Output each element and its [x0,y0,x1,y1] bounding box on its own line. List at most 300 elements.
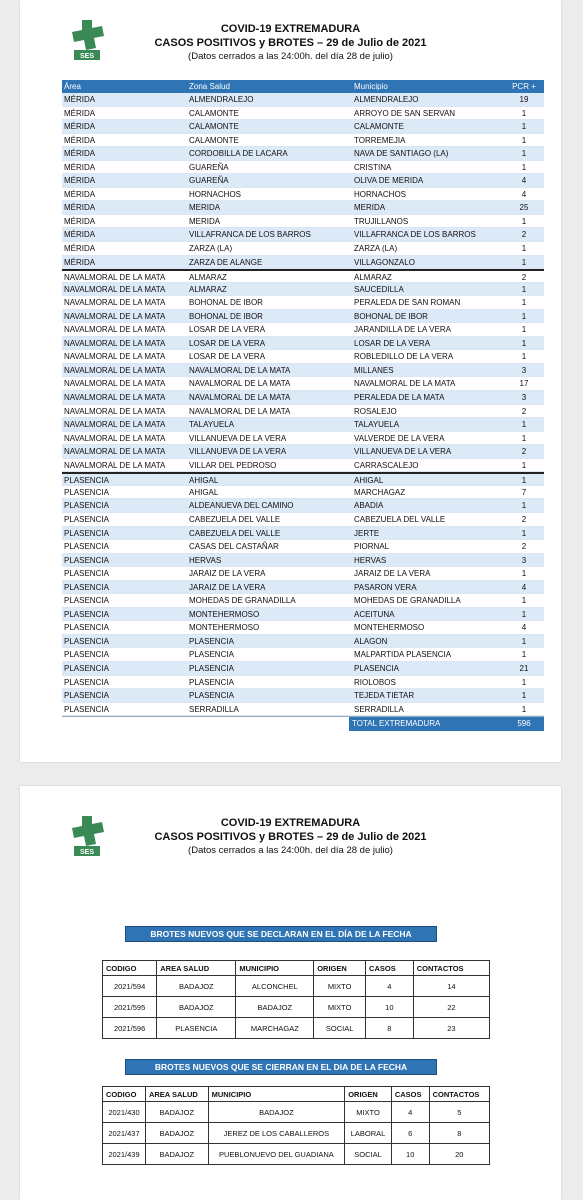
cell-zona-salud: CORDOBILLA DE LACARA [189,149,288,159]
cell-area: NAVALMORAL DE LA MATA [64,420,166,430]
cell-pcr: 1 [521,162,527,172]
table-row [62,418,544,432]
cell-zona-salud: MOHEDAS DE GRANADILLA [189,596,296,606]
cell-pcr: 3 [521,365,527,375]
cell-pcr: 2 [521,273,527,283]
cell-municipio: VILLAFRANCA DE LOS BARROS [354,230,476,240]
col-header-pcr: PCR + [512,82,536,91]
cell-area: PLASENCIA [64,609,109,619]
cell-area: PLASENCIA [64,663,109,673]
table-row [62,215,544,229]
total-row [62,716,544,731]
cell-pcr: 1 [521,460,527,470]
cell-municipio: LOSAR DE LA VERA [354,338,431,348]
cell-pcr: 1 [521,311,527,321]
cell-area: PLASENCIA [64,569,109,579]
cell-municipio: ZARZA (LA) [354,244,398,254]
cell-area: MÉRIDA [64,257,96,267]
cell-zona-salud: VILLANUEVA DE LA VERA [189,433,287,443]
brotes-cerrados-body [103,1102,490,1165]
col-codigo: CODIGO [103,961,157,976]
table-row [103,1123,490,1144]
table-row [62,676,544,690]
cell-zona-salud: LOSAR DE LA VERA [189,352,266,362]
cell-origen: SOCIAL [345,1144,392,1165]
cell-zona-salud: LOSAR DE LA VERA [189,338,266,348]
cell-zona-salud: ALMENDRALEJO [189,95,254,104]
cell-zona-salud: JARAIZ DE LA VERA [189,569,266,579]
table-row [62,147,544,161]
cell-origen: SOCIAL [314,1018,366,1039]
table-row [62,174,544,188]
cell-municipio: HORNACHOS [354,189,407,199]
cell-area: MÉRIDA [64,108,96,118]
cell-municipio: ALMARAZ [354,273,392,282]
cell-area: PLASENCIA [64,528,109,538]
cell-area: PLASENCIA [64,514,109,524]
table-row [62,689,544,703]
cell-municipio: JARAIZ DE LA VERA [354,569,431,579]
page-header [20,22,561,64]
cell-municipio: TORREMEJIA [354,135,406,145]
cell-origen: LABORAL [345,1123,392,1144]
cell-pcr: 1 [521,677,527,687]
table-row [62,364,544,378]
col-contactos: CONTACTOS [429,1087,489,1102]
cell-pcr: 7 [521,487,527,497]
total-value: 596 [504,717,544,731]
cell-zona-salud: ZARZA (LA) [189,244,233,254]
cell-zona-salud: NAVALMORAL DE LA MATA [189,379,291,389]
cell-area: PLASENCIA [64,487,109,497]
table-row [103,1018,490,1039]
table-row [62,161,544,175]
cell-zona-salud: ALMARAZ [189,273,227,282]
cell-municipio: MONTEHERMOSO [354,623,425,633]
cell-zona-salud: PLASENCIA [189,663,234,673]
cell-casos: 10 [391,1144,429,1165]
cell-casos: 6 [391,1123,429,1144]
col-header-area: Área [64,82,81,91]
cell-municipio: JERTE [354,528,380,538]
cell-area: MÉRIDA [64,95,96,104]
cell-area-salud: BADAJOZ [157,976,236,997]
cell-pcr: 2 [521,542,527,552]
cell-pcr: 25 [519,203,529,213]
cell-pcr: 1 [521,216,527,226]
cell-municipio: PIORNAL [354,542,390,552]
cell-area-salud: BADAJOZ [145,1123,208,1144]
cell-contactos: 14 [413,976,489,997]
table-row [62,554,544,568]
table-row [62,201,544,215]
cell-municipio: MILLANES [354,365,394,375]
cell-municipio: PERALEDA DE SAN ROMAN [354,298,461,308]
cell-area: NAVALMORAL DE LA MATA [64,298,166,308]
cell-municipio: ACEITUNA [354,609,395,619]
cell-area: NAVALMORAL DE LA MATA [64,365,166,375]
cell-zona-salud: JARAIZ DE LA VERA [189,582,266,592]
cell-zona-salud: BOHONAL DE IBOR [189,298,263,308]
cell-area: NAVALMORAL DE LA MATA [64,284,166,294]
cell-municipio: HERVAS [354,555,387,565]
table-row [103,997,490,1018]
table-row [62,337,544,351]
table-row [103,976,490,997]
cell-municipio: ALCONCHEL [236,976,314,997]
cell-zona-salud: NAVALMORAL DE LA MATA [189,406,291,416]
cell-pcr: 1 [521,528,527,538]
cell-pcr: 1 [521,420,527,430]
cell-area: MÉRIDA [64,135,96,145]
cell-pcr: 2 [521,406,527,416]
cell-municipio: PASARON VERA [354,582,417,592]
table-row [62,242,544,256]
cell-area: NAVALMORAL DE LA MATA [64,352,166,362]
cell-zona-salud: SERRADILLA [189,704,239,714]
col-casos: CASOS [366,961,414,976]
cell-pcr: 1 [521,149,527,159]
cell-pcr: 1 [521,691,527,701]
table-row [62,621,544,635]
cell-zona-salud: ALDEANUEVA DEL CAMINO [189,501,294,511]
header-note-2: (Datos cerrados a las 24:00h. del día 28 de julio) [188,845,393,856]
cell-municipio: ALAGON [354,636,388,646]
cell-casos: 4 [366,976,414,997]
cell-contactos: 5 [429,1102,489,1123]
header-subtitle: CASOS POSITIVOS y BROTES – 29 de Julio de 2021 [154,37,427,49]
table-row [62,391,544,405]
cases-table-header [62,80,544,93]
cell-pcr: 1 [521,609,527,619]
table-row [62,635,544,649]
cell-zona-salud: AHIGAL [189,476,219,485]
cell-municipio: AHIGAL [354,476,384,485]
cell-municipio: PUEBLONUEVO DEL GUADIANA [208,1144,345,1165]
cell-origen: MIXTO [314,997,366,1018]
cell-area: MÉRIDA [64,122,96,132]
cell-pcr: 1 [521,244,527,254]
cell-zona-salud: PLASENCIA [189,636,234,646]
cases-table-body [62,93,544,716]
brotes-nuevos-header [103,961,490,976]
cell-area: NAVALMORAL DE LA MATA [64,338,166,348]
cell-municipio: NAVALMORAL DE LA MATA [354,379,456,389]
cell-zona-salud: MERIDA [189,216,221,226]
cell-municipio: ALMENDRALEJO [354,95,419,104]
cell-area: PLASENCIA [64,596,109,606]
cell-municipio: SERRADILLA [354,704,404,714]
cell-zona-salud: BOHONAL DE IBOR [189,311,263,321]
cell-area: NAVALMORAL DE LA MATA [64,273,166,282]
cell-municipio: TRUJILLANOS [354,216,409,226]
cell-municipio: CRISTINA [354,162,392,172]
cell-zona-salud: GUAREÑA [189,176,229,186]
cell-contactos: 23 [413,1018,489,1039]
cell-area: NAVALMORAL DE LA MATA [64,311,166,321]
cell-municipio: VILLAGONZALO [354,257,415,267]
brotes-cerrados-title: BROTES NUEVOS QUE SE CIERRAN EN EL DIA DE LA FECHA [125,1059,437,1075]
brotes-cerrados-header [103,1087,490,1102]
table-row [62,134,544,148]
cell-zona-salud: NAVALMORAL DE LA MATA [189,393,291,403]
cell-pcr: 1 [521,257,527,267]
cell-zona-salud: VILLANUEVA DE LA VERA [189,447,287,457]
col-contactos: CONTACTOS [413,961,489,976]
brotes-nuevos-table [102,960,490,1039]
cell-municipio: VALVERDE DE LA VERA [354,433,445,443]
col-area-salud: AREA SALUD [157,961,236,976]
table-row [62,567,544,581]
table-row [62,472,544,486]
cell-area: PLASENCIA [64,636,109,646]
table-row [62,120,544,134]
cell-zona-salud: HERVAS [189,555,222,565]
table-row [62,499,544,513]
brotes-cerrados-table [102,1086,490,1165]
cell-municipio: CALAMONTE [354,122,404,132]
cell-pcr: 21 [519,663,529,673]
cell-area: PLASENCIA [64,582,109,592]
cell-pcr: 19 [519,95,529,104]
table-row [62,323,544,337]
cell-pcr: 1 [521,704,527,714]
cell-area: PLASENCIA [64,542,109,552]
table-row [62,648,544,662]
cell-area: PLASENCIA [64,691,109,701]
col-header-municipio: Municipio [354,82,388,91]
cell-municipio: OLIVA DE MERIDA [354,176,424,186]
table-row [62,540,544,554]
cell-zona-salud: HORNACHOS [189,189,242,199]
cell-origen: MIXTO [314,976,366,997]
cell-municipio: CARRASCALEJO [354,460,419,470]
cell-municipio: NAVA DE SANTIAGO (LA) [354,149,449,159]
cell-pcr: 2 [521,514,527,524]
header-note: (Datos cerrados a las 24:00h. del día 28 de julio) [188,51,393,62]
cell-municipio: BADAJOZ [236,997,314,1018]
cell-area: NAVALMORAL DE LA MATA [64,325,166,335]
table-row [62,432,544,446]
cell-pcr: 3 [521,555,527,565]
cell-origen: MIXTO [345,1102,392,1123]
cell-pcr: 1 [521,284,527,294]
cell-codigo: 2021/594 [103,976,157,997]
cell-municipio: MARCHAGAZ [236,1018,314,1039]
cell-municipio: CABEZUELA DEL VALLE [354,514,446,524]
cell-pcr: 4 [521,189,527,199]
cell-zona-salud: CALAMONTE [189,135,239,145]
cell-pcr: 1 [521,325,527,335]
table-row [62,513,544,527]
cell-pcr: 2 [521,230,527,240]
cell-casos: 8 [366,1018,414,1039]
cell-municipio: MOHEDAS DE GRANADILLA [354,596,461,606]
cell-area-salud: BADAJOZ [157,997,236,1018]
cell-zona-salud: VILLAFRANCA DE LOS BARROS [189,230,311,240]
document-page-1 [20,0,561,762]
cell-municipio: MERIDA [354,203,386,213]
table-row [62,310,544,324]
cell-area: NAVALMORAL DE LA MATA [64,433,166,443]
cell-area-salud: BADAJOZ [145,1102,208,1123]
cell-zona-salud: ZARZA DE ALANGE [189,257,263,267]
header-title: COVID-19 EXTREMADURA [220,23,361,35]
cell-area: MÉRIDA [64,244,96,254]
cell-pcr: 4 [521,623,527,633]
document-page-2 [20,786,561,1200]
cell-area: NAVALMORAL DE LA MATA [64,460,166,470]
table-row [62,296,544,310]
brotes-nuevos-body [103,976,490,1039]
cell-area: PLASENCIA [64,501,109,511]
cell-zona-salud: PLASENCIA [189,691,234,701]
cell-zona-salud: MONTEHERMOSO [189,623,260,633]
cell-zona-salud: CABEZUELA DEL VALLE [189,514,281,524]
cell-pcr: 1 [521,352,527,362]
cell-zona-salud: LOSAR DE LA VERA [189,325,266,335]
cell-zona-salud: CABEZUELA DEL VALLE [189,528,281,538]
cell-municipio: MALPARTIDA PLASENCIA [354,650,452,660]
cell-pcr: 1 [521,569,527,579]
cell-casos: 4 [391,1102,429,1123]
cell-area: MÉRIDA [64,216,96,226]
table-row [62,594,544,608]
cell-zona-salud: CALAMONTE [189,108,239,118]
cell-municipio: BOHONAL DE IBOR [354,311,428,321]
cell-municipio: TALAYUELA [354,420,400,430]
table-row [62,703,544,717]
cell-pcr: 1 [521,298,527,308]
cell-pcr: 17 [519,379,529,389]
cell-codigo: 2021/437 [103,1123,146,1144]
cell-zona-salud: VILLAR DEL PEDROSO [189,460,277,470]
table-row [62,93,544,107]
table-row [62,228,544,242]
cell-pcr: 1 [521,135,527,145]
table-row [62,107,544,121]
cell-pcr: 1 [521,596,527,606]
cell-area: MÉRIDA [64,189,96,199]
cell-casos: 10 [366,997,414,1018]
cell-area: MÉRIDA [64,203,96,213]
cell-pcr: 4 [521,582,527,592]
cell-area: MÉRIDA [64,162,96,172]
cell-codigo: 2021/595 [103,997,157,1018]
ses-logo-text-2: SES [79,849,95,856]
col-origen: ORIGEN [345,1087,392,1102]
cell-area: PLASENCIA [64,555,109,565]
cell-area: PLASENCIA [64,650,109,660]
cell-area: PLASENCIA [64,623,109,633]
cell-pcr: 2 [521,447,527,457]
cell-municipio: PERALEDA DE LA MATA [354,393,445,403]
header-subtitle-2: CASOS POSITIVOS y BROTES – 29 de Julio de 2021 [154,831,427,843]
cell-pcr: 1 [521,636,527,646]
table-row [62,459,544,473]
cell-pcr: 1 [521,338,527,348]
cell-municipio: ROBLEDILLO DE LA VERA [354,352,454,362]
table-row [62,662,544,676]
cell-zona-salud: MONTEHERMOSO [189,609,260,619]
cell-zona-salud: PLASENCIA [189,677,234,687]
table-row [62,445,544,459]
table-row [103,1102,490,1123]
cell-pcr: 1 [521,108,527,118]
cell-contactos: 8 [429,1123,489,1144]
cell-zona-salud: NAVALMORAL DE LA MATA [189,365,291,375]
cell-area: PLASENCIA [64,704,109,714]
table-row [62,269,544,283]
table-row [62,527,544,541]
cell-area: MÉRIDA [64,230,96,240]
cell-zona-salud: MERIDA [189,203,221,213]
cell-pcr: 1 [521,433,527,443]
col-header-zona: Zona Salud [189,82,230,91]
cell-pcr: 1 [521,122,527,132]
table-row [103,1144,490,1165]
cell-area: NAVALMORAL DE LA MATA [64,379,166,389]
cell-area-salud: PLASENCIA [157,1018,236,1039]
ses-logo-text: SES [79,53,95,60]
cell-municipio: PLASENCIA [354,663,399,673]
cell-pcr: 1 [521,650,527,660]
col-origen: ORIGEN [314,961,366,976]
cell-pcr: 1 [521,476,527,486]
cell-pcr: 1 [521,501,527,511]
cell-contactos: 20 [429,1144,489,1165]
cell-area: NAVALMORAL DE LA MATA [64,447,166,457]
cell-municipio: TEJEDA TIETAR [354,691,415,701]
col-casos: CASOS [391,1087,429,1102]
cell-area: NAVALMORAL DE LA MATA [64,393,166,403]
cell-municipio: MARCHAGAZ [354,487,406,497]
table-row [62,350,544,364]
col-codigo: CODIGO [103,1087,146,1102]
page-header-2 [20,816,561,858]
cell-area: PLASENCIA [64,476,109,485]
cell-municipio: BADAJOZ [208,1102,345,1123]
table-row [62,486,544,500]
table-row [62,188,544,202]
cell-municipio: ABADIA [354,501,384,511]
table-row [62,608,544,622]
cell-municipio: RIOLOBOS [354,677,396,687]
col-area-salud: AREA SALUD [145,1087,208,1102]
cell-municipio: ROSALEJO [354,406,397,416]
cell-municipio: JEREZ DE LOS CABALLEROS [208,1123,345,1144]
cell-zona-salud: ALMARAZ [189,284,227,294]
cell-area: MÉRIDA [64,176,96,186]
table-row [62,377,544,391]
cell-area: MÉRIDA [64,149,96,159]
col-municipio: MUNICIPIO [236,961,314,976]
cases-table [62,80,544,731]
cell-area: PLASENCIA [64,677,109,687]
table-row [62,256,544,270]
cell-zona-salud: CASAS DEL CASTAÑAR [189,542,279,552]
cell-pcr: 4 [521,176,527,186]
cell-zona-salud: GUAREÑA [189,162,229,172]
cell-municipio: ARROYO DE SAN SERVAN [354,108,456,118]
cell-pcr: 3 [521,393,527,403]
cell-municipio: VILLANUEVA DE LA VERA [354,447,452,457]
cell-codigo: 2021/596 [103,1018,157,1039]
col-municipio: MUNICIPIO [208,1087,345,1102]
cell-municipio: SAUCEDILLA [354,284,404,294]
total-spacer [62,717,349,731]
cell-area: NAVALMORAL DE LA MATA [64,406,166,416]
